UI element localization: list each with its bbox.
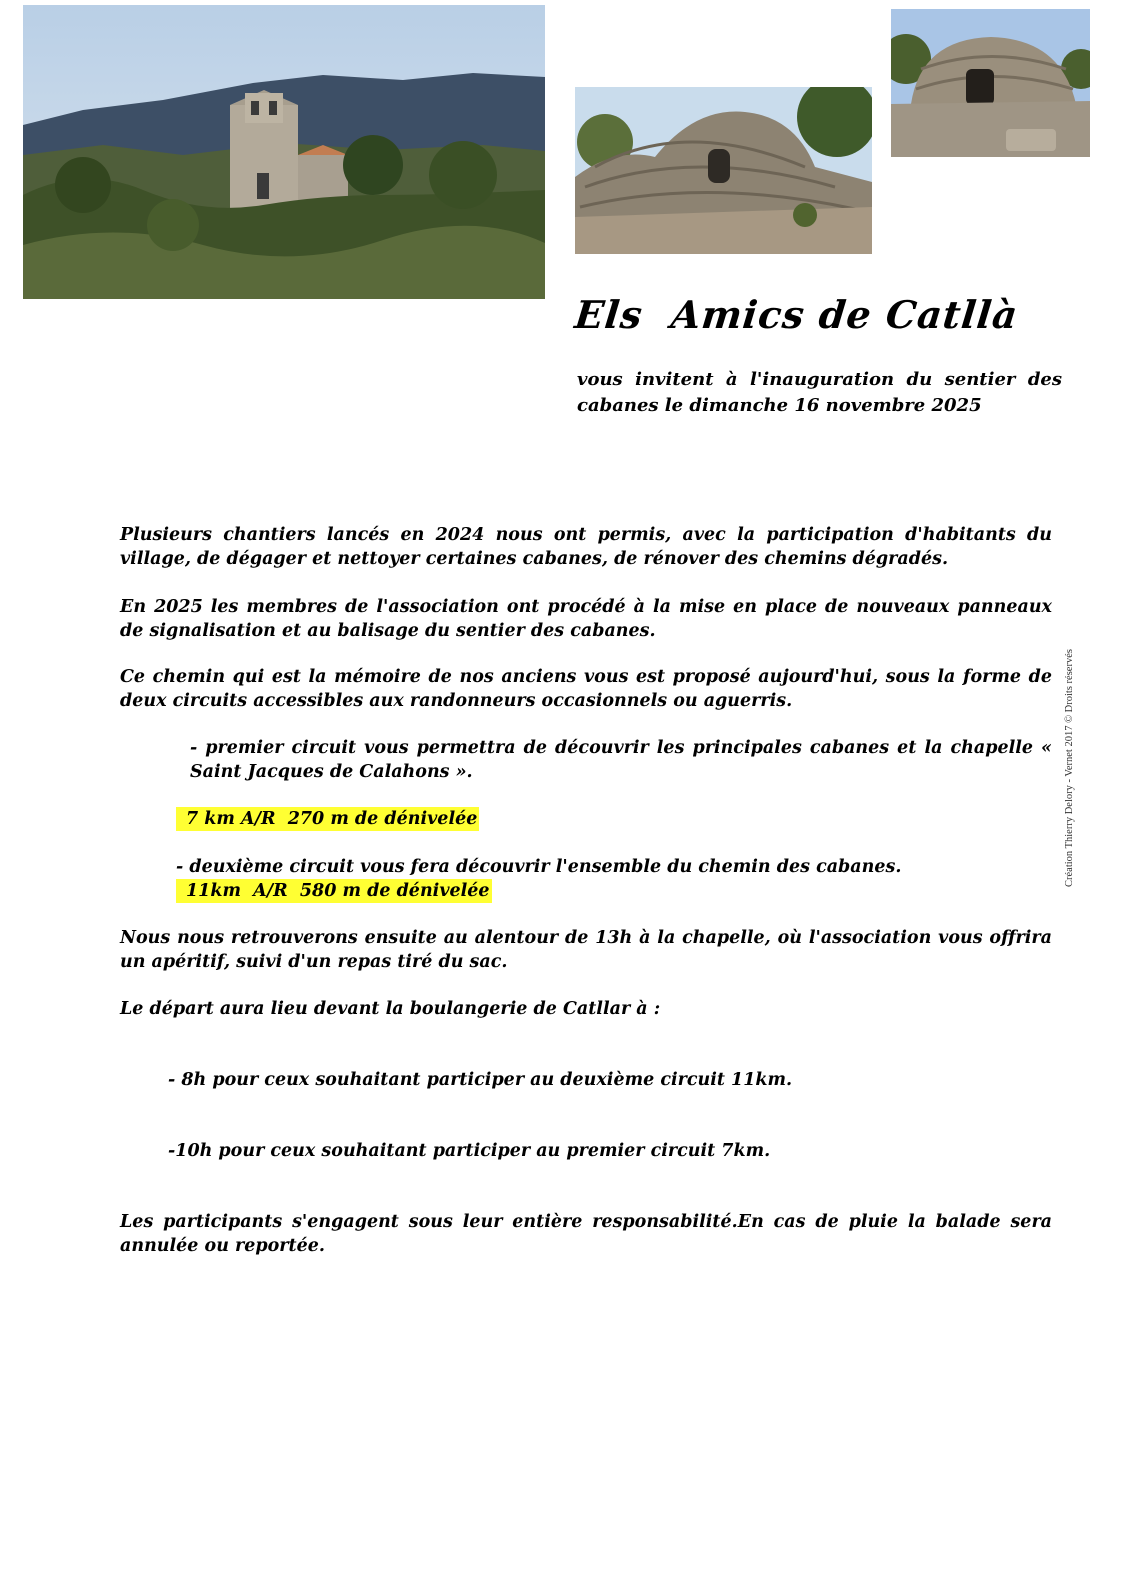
depart-time-8h: - 8h pour ceux souhaitant participer au deuxième circuit 11km. — [168, 1070, 793, 1090]
stone-hut-photo — [575, 87, 872, 254]
circuit-one-stats: 7 km A/R 270 m de dénivelée — [176, 807, 479, 831]
stone-hut-closeup-photo — [891, 9, 1090, 157]
page-title: Els Amics de Catllà — [572, 292, 1021, 337]
paragraph-panneaux: En 2025 les membres de l'association ont procédé à la mise en place de nouveaux panneaux de signalisation et au balisage du sentier des cabanes. — [120, 597, 1052, 641]
chapel-photo — [23, 5, 545, 299]
photo-credit: Création Thierry Delory - Vernet 2017 © Droits réservés — [1064, 649, 1075, 887]
paragraph-chemin: Ce chemin qui est la mémoire de nos anciens vous est proposé aujourd'hui, sous la forme de deux circuits accessibles aux randonneurs occasionnels ou aguerris. — [120, 667, 1052, 711]
paragraph-depart: Le départ aura lieu devant la boulangerie de Catllar à : — [120, 999, 661, 1019]
circuit-two-stats: 11km A/R 580 m de dénivelée — [176, 879, 492, 903]
invitation-subtitle: vous invitent à l'inauguration du sentier des cabanes le dimanche 16 novembre 2025 — [577, 369, 1062, 416]
circuit-two-description: - deuxième circuit vous fera découvrir l'ensemble du chemin des cabanes. — [176, 857, 902, 877]
paragraph-responsabilite: Les participants s'engagent sous leur entière responsabilité.En cas de pluie la balade sera annulée ou reportée. — [120, 1212, 1052, 1256]
circuit-one-description: - premier circuit vous permettra de découvrir les principales cabanes et la chapelle « Saint Jacques de Calahons ». — [190, 738, 1052, 782]
paragraph-chantiers: Plusieurs chantiers lancés en 2024 nous ont permis, avec la participation d'habitants du village, de dégager et nettoyer certaines cabanes, de rénover des chemins dégradés. — [120, 525, 1052, 569]
paragraph-rendezvous: Nous nous retrouverons ensuite au alentour de 13h à la chapelle, où l'association vous offrira un apéritif, suivi d'un repas tiré du sac. — [120, 928, 1052, 972]
depart-time-10h: -10h pour ceux souhaitant participer au premier circuit 7km. — [168, 1141, 771, 1161]
